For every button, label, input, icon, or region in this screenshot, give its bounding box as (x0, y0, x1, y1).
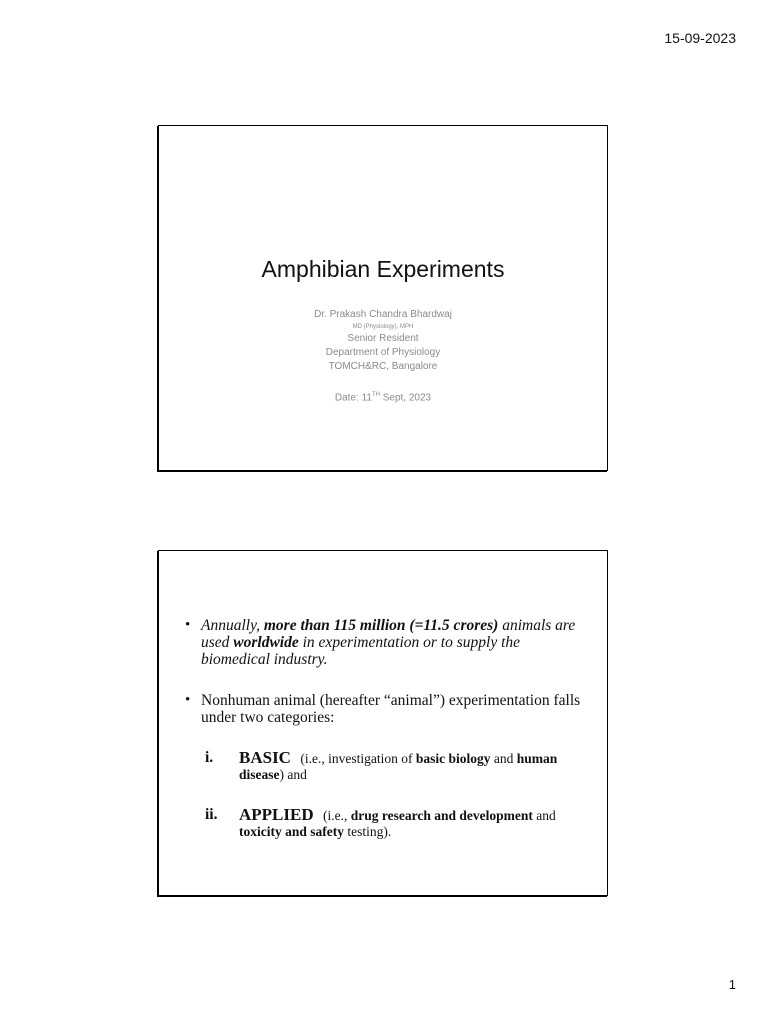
category-label: APPLIED (239, 805, 314, 824)
category-applied (191, 807, 587, 840)
category-basic (191, 750, 587, 783)
text-run: (i.e., (319, 808, 351, 823)
title-slide (158, 125, 608, 471)
page-number: 1 (728, 977, 736, 992)
bullet-annual-usage (185, 617, 587, 668)
author-institution: TOMCH&RC, Bangalore (328, 361, 438, 372)
text-run: more than 115 million (=11.5 crores) (263, 617, 499, 634)
text-run: and (490, 751, 517, 766)
text-run: ) and (279, 767, 307, 782)
text-run: worldwide (233, 634, 299, 651)
text-run: Annually, (201, 617, 264, 634)
slide-title: Amphibian Experiments (261, 256, 505, 282)
text-run: toxicity and safety (239, 824, 344, 839)
list-number: i. (205, 749, 214, 766)
author-qualifications: MD (Physiology), MPH (352, 324, 414, 330)
text-run: and (532, 808, 556, 823)
content-slide (158, 550, 608, 896)
author-block (159, 308, 607, 405)
author-name: Dr. Prakash Chandra Bhardwaj (314, 309, 452, 320)
text-run: testing). (344, 824, 392, 839)
author-position: Senior Resident (347, 333, 419, 344)
author-department: Department of Physiology (325, 347, 441, 358)
presentation-date (159, 388, 607, 405)
text-run: human disease (239, 751, 558, 782)
date-superscript: TH (371, 392, 380, 398)
category-label: BASIC (239, 748, 291, 767)
text-run: animals are used (201, 617, 576, 651)
date-prefix: Date: 11 (334, 392, 372, 404)
text-run: basic biology (415, 751, 491, 766)
header-date: 15-09-2023 (664, 30, 736, 46)
bullet-categories: • Nonhuman animal (hereafter “animal”) experimentation falls under two categories: (185, 692, 587, 726)
text-run: (i.e., investigation of (296, 751, 416, 766)
date-suffix: Sept, 2023 (379, 392, 432, 404)
list-number: ii. (205, 806, 218, 823)
text-run: in experimentation or to supply the biomedical industry. (201, 634, 521, 668)
text-run: drug research and development (350, 808, 533, 823)
slide-body (185, 617, 587, 864)
